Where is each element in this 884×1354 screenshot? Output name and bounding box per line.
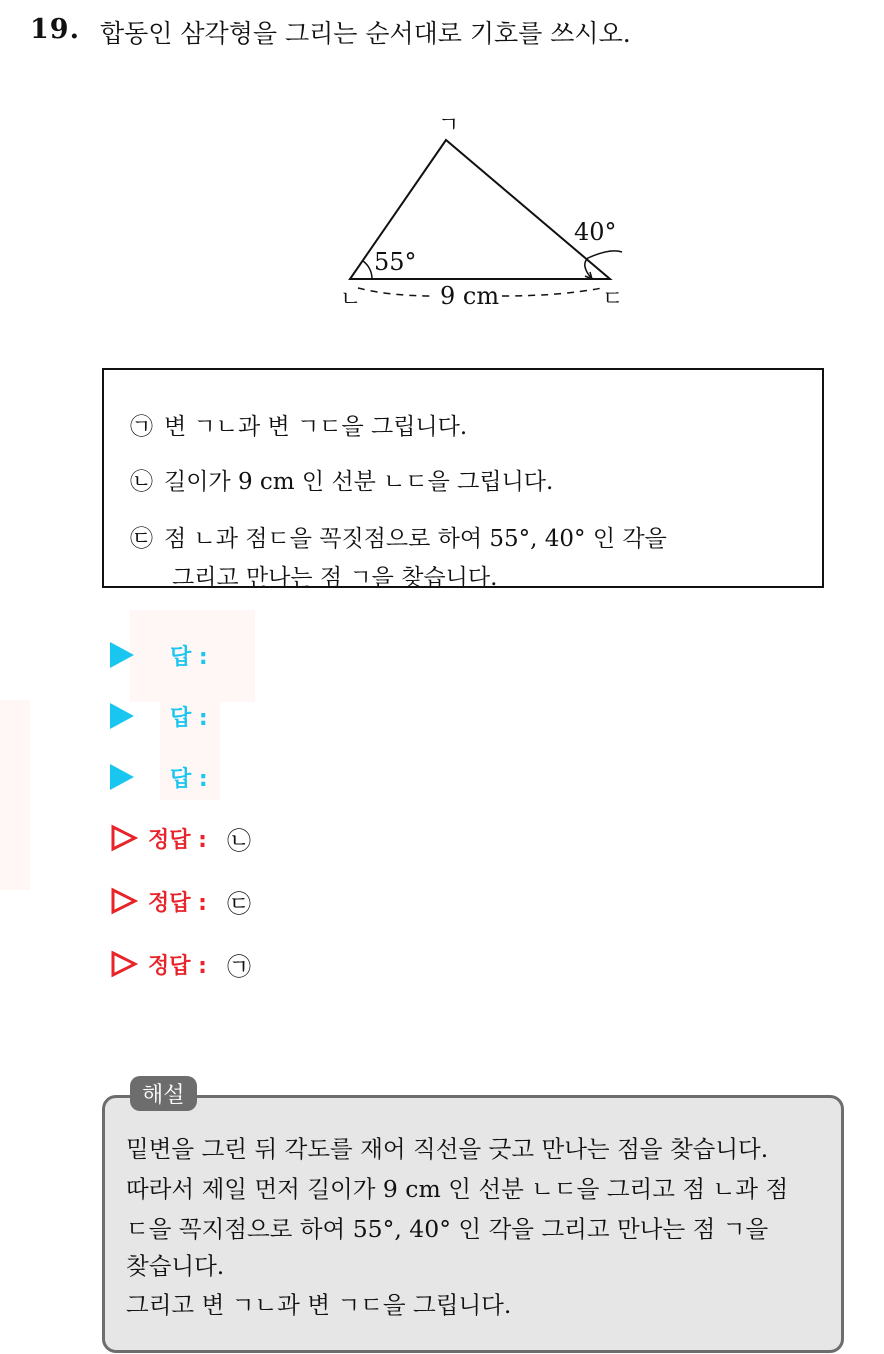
vertex-top-label: ㄱ <box>438 113 460 138</box>
explanation-line: 그리고 변 ㄱㄴ과 변 ㄱㄷ을 그립니다. <box>126 1291 512 1319</box>
answer-blank-1[interactable] <box>110 635 208 675</box>
background-tint <box>0 700 30 890</box>
step-3-text-continued: 그리고 만나는 점 ㄱ을 찾습니다. <box>172 565 498 591</box>
explanation-line: 따라서 제일 먼저 길이가 9 cm 인 선분 ㄴㄷ을 그리고 점 ㄴ과 점 <box>126 1175 789 1203</box>
answer-blank-2[interactable] <box>110 696 208 736</box>
step-2-text: 길이가 9 cm 인 선분 ㄴㄷ을 그립니다. <box>164 469 554 495</box>
explanation-tag: 해설 <box>130 1076 197 1111</box>
correct-value: ㉠ <box>226 952 251 981</box>
answer-arrow-icon <box>110 764 134 790</box>
step-2-mark: ㉡ <box>130 469 153 495</box>
correct-arrow-icon <box>110 950 138 978</box>
correct-arrow-icon <box>110 824 138 852</box>
correct-answer-1 <box>110 818 251 858</box>
step-1 <box>130 408 467 441</box>
step-1-text: 변 ㄱㄴ과 변 ㄱㄷ을 그립니다. <box>164 414 468 440</box>
base-dash-right <box>502 288 602 296</box>
base-dash-left <box>358 288 434 296</box>
question-text: 합동인 삼각형을 그리는 순서대로 기호를 쓰시오. <box>100 19 631 48</box>
correct-answer-3 <box>110 944 251 984</box>
step-2 <box>130 463 553 496</box>
step-1-mark: ㉠ <box>130 414 153 440</box>
step-3-mark: ㉢ <box>130 526 153 552</box>
correct-label: 정답 : <box>148 827 207 853</box>
explanation-line: 찾습니다. <box>126 1252 225 1280</box>
angle-left-label: 55° <box>374 248 417 276</box>
question-number: 19. <box>30 14 80 45</box>
answer-blank-3[interactable] <box>110 757 208 797</box>
correct-answer-2 <box>110 881 251 921</box>
explanation-line: 밑변을 그린 뒤 각도를 재어 직선을 긋고 만나는 점을 찾습니다. <box>126 1135 769 1163</box>
correct-label: 정답 : <box>148 890 207 916</box>
base-length-label: 9 cm <box>440 282 500 310</box>
correct-label: 정답 : <box>148 953 207 979</box>
vertex-right-label: ㄷ <box>602 287 624 312</box>
step-3 <box>130 520 667 553</box>
answer-label: 답 : <box>170 766 208 792</box>
angle-right-label: 40° <box>574 218 617 246</box>
triangle-figure <box>330 110 640 320</box>
answer-arrow-icon <box>110 642 134 668</box>
angle-arc-left <box>363 261 372 279</box>
vertex-left-label: ㄴ <box>340 287 362 312</box>
answer-arrow-icon <box>110 703 134 729</box>
correct-value: ㉡ <box>226 826 251 855</box>
step-3-text: 점 ㄴ과 점ㄷ을 꼭짓점으로 하여 55°, 40° 인 각을 <box>164 526 667 552</box>
explanation-line: ㄷ을 꼭지점으로 하여 55°, 40° 인 각을 그리고 만나는 점 ㄱ을 <box>126 1215 769 1243</box>
answer-label: 답 : <box>170 644 208 670</box>
correct-value: ㉢ <box>226 889 251 918</box>
answer-label: 답 : <box>170 705 208 731</box>
correct-arrow-icon <box>110 887 138 915</box>
